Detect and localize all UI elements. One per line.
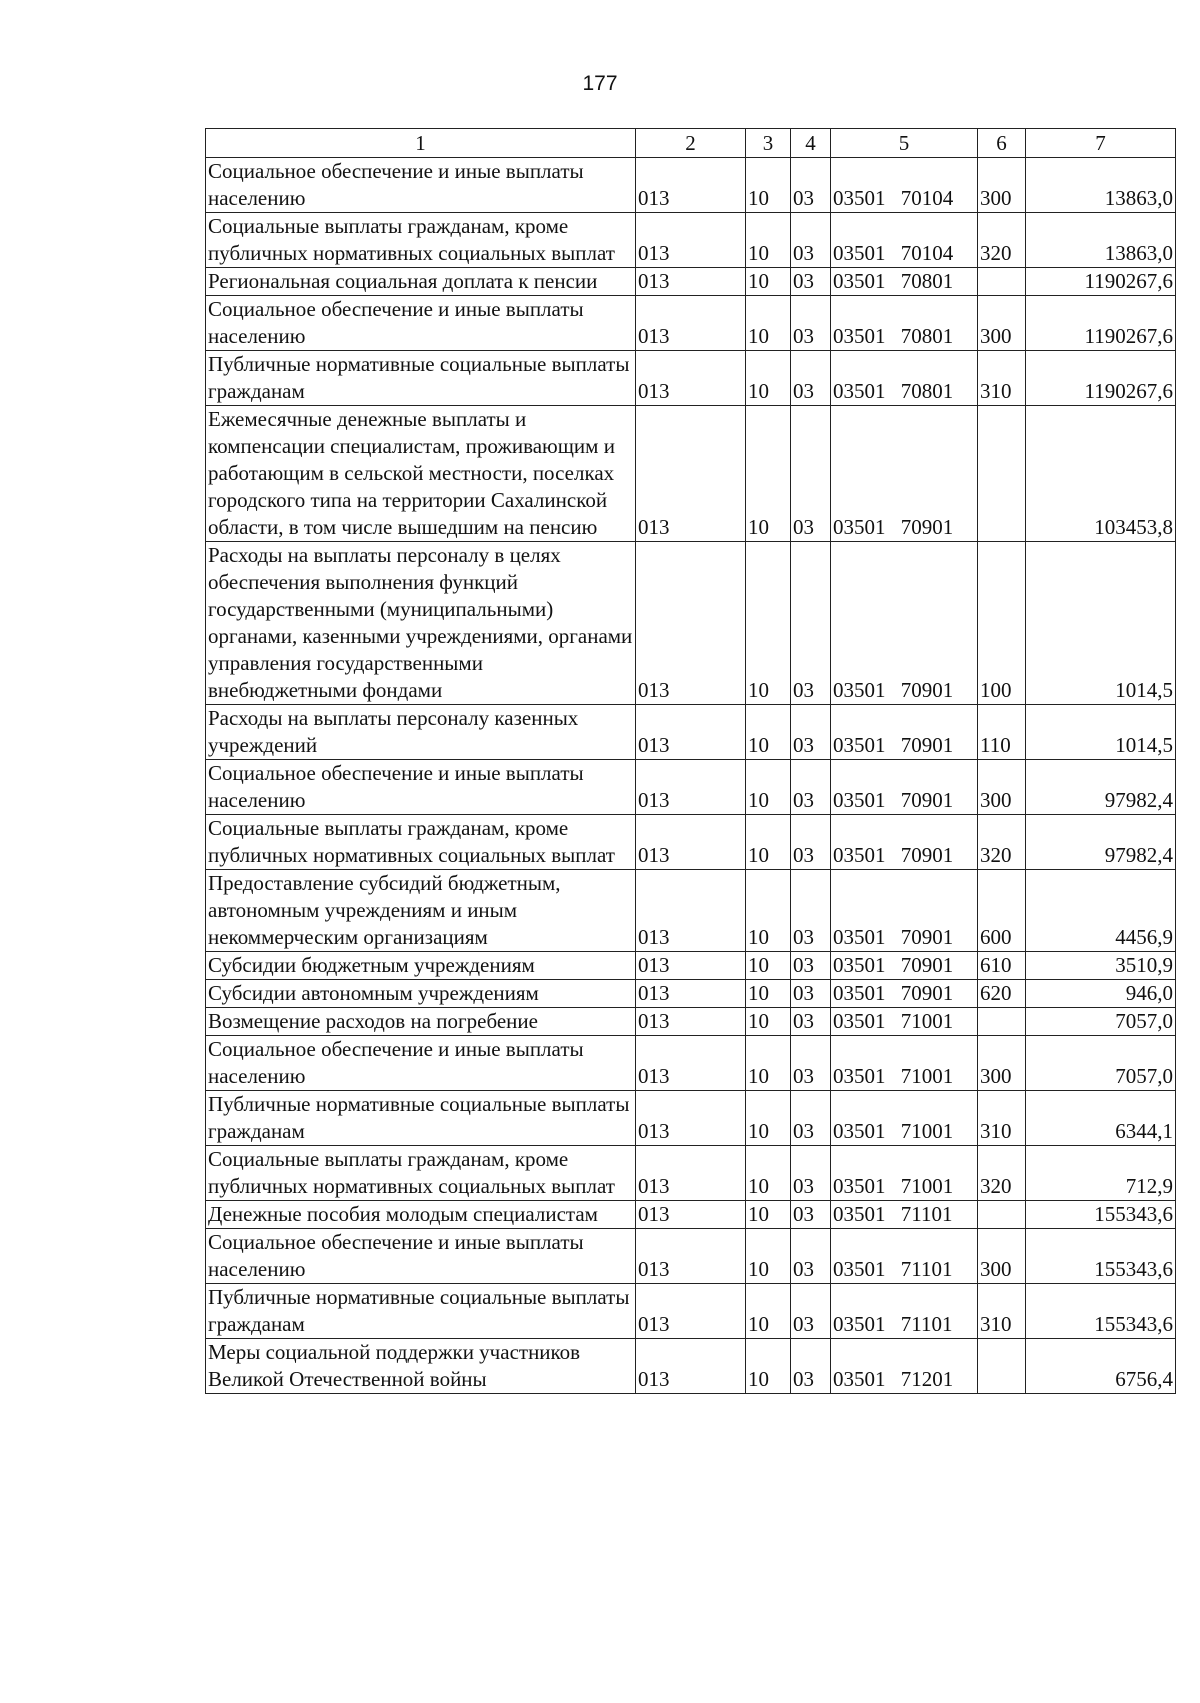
cell-amount: 103453,8 (1026, 406, 1176, 542)
cell-subsection: 03 (791, 296, 831, 351)
header-col-1: 1 (206, 129, 636, 158)
cell-subsection: 03 (791, 1146, 831, 1201)
cell-expense-type: 610 (978, 952, 1026, 980)
cell-subsection: 03 (791, 1091, 831, 1146)
cell-target-article: 03501 70901 (831, 815, 978, 870)
cell-section: 10 (746, 1284, 791, 1339)
cell-amount: 6756,4 (1026, 1339, 1176, 1394)
cell-amount: 1190267,6 (1026, 351, 1176, 406)
header-col-2: 2 (636, 129, 746, 158)
cell-description: Публичные нормативные социальные выплаты гражданам (206, 1284, 636, 1339)
cell-expense-type: 320 (978, 815, 1026, 870)
cell-target-article: 03501 71001 (831, 1036, 978, 1091)
table-row (206, 406, 1176, 542)
cell-amount: 1014,5 (1026, 542, 1176, 705)
table-row (206, 351, 1176, 406)
cell-description: Денежные пособия молодым специалистам (206, 1201, 636, 1229)
cell-ministry-code: 013 (636, 406, 746, 542)
cell-ministry-code: 013 (636, 760, 746, 815)
cell-expense-type: 300 (978, 760, 1026, 815)
cell-ministry-code: 013 (636, 1008, 746, 1036)
cell-expense-type: 310 (978, 1091, 1026, 1146)
cell-target-article: 03501 71001 (831, 1008, 978, 1036)
cell-amount: 13863,0 (1026, 158, 1176, 213)
cell-amount: 1014,5 (1026, 705, 1176, 760)
cell-ministry-code: 013 (636, 1201, 746, 1229)
table-row (206, 870, 1176, 952)
cell-target-article: 03501 70901 (831, 406, 978, 542)
cell-section: 10 (746, 952, 791, 980)
cell-description: Меры социальной поддержки участников Великой Отечественной войны (206, 1339, 636, 1394)
cell-description: Социальное обеспечение и иные выплаты населению (206, 158, 636, 213)
cell-subsection: 03 (791, 1201, 831, 1229)
cell-amount: 712,9 (1026, 1146, 1176, 1201)
cell-description: Социальное обеспечение и иные выплаты населению (206, 1229, 636, 1284)
cell-amount: 946,0 (1026, 980, 1176, 1008)
cell-target-article: 03501 71101 (831, 1201, 978, 1229)
cell-ministry-code: 013 (636, 268, 746, 296)
cell-description: Социальное обеспечение и иные выплаты населению (206, 760, 636, 815)
cell-target-article: 03501 70801 (831, 296, 978, 351)
cell-subsection: 03 (791, 1036, 831, 1091)
cell-ministry-code: 013 (636, 542, 746, 705)
cell-section: 10 (746, 705, 791, 760)
cell-expense-type: 320 (978, 1146, 1026, 1201)
cell-target-article: 03501 70901 (831, 980, 978, 1008)
cell-section: 10 (746, 542, 791, 705)
cell-section: 10 (746, 213, 791, 268)
cell-description: Публичные нормативные социальные выплаты гражданам (206, 351, 636, 406)
cell-expense-type: 100 (978, 542, 1026, 705)
table-row (206, 1036, 1176, 1091)
cell-description: Социальные выплаты гражданам, кроме публичных нормативных социальных выплат (206, 1146, 636, 1201)
cell-section: 10 (746, 1339, 791, 1394)
cell-section: 10 (746, 980, 791, 1008)
cell-section: 10 (746, 815, 791, 870)
cell-subsection: 03 (791, 406, 831, 542)
table-row (206, 1284, 1176, 1339)
cell-ministry-code: 013 (636, 980, 746, 1008)
cell-amount: 155343,6 (1026, 1229, 1176, 1284)
header-col-5: 5 (831, 129, 978, 158)
cell-section: 10 (746, 296, 791, 351)
cell-subsection: 03 (791, 815, 831, 870)
cell-target-article: 03501 70901 (831, 870, 978, 952)
cell-expense-type: 310 (978, 351, 1026, 406)
table-row (206, 1008, 1176, 1036)
cell-amount: 1190267,6 (1026, 268, 1176, 296)
cell-target-article: 03501 70104 (831, 158, 978, 213)
table-row (206, 213, 1176, 268)
cell-expense-type (978, 268, 1026, 296)
cell-ministry-code: 013 (636, 351, 746, 406)
cell-section: 10 (746, 268, 791, 296)
cell-expense-type: 310 (978, 1284, 1026, 1339)
cell-target-article: 03501 70104 (831, 213, 978, 268)
table-row (206, 268, 1176, 296)
cell-expense-type (978, 1339, 1026, 1394)
cell-amount: 155343,6 (1026, 1201, 1176, 1229)
cell-subsection: 03 (791, 705, 831, 760)
cell-expense-type: 300 (978, 1036, 1026, 1091)
table-body (206, 158, 1176, 1394)
cell-subsection: 03 (791, 980, 831, 1008)
header-col-4: 4 (791, 129, 831, 158)
cell-subsection: 03 (791, 268, 831, 296)
cell-section: 10 (746, 158, 791, 213)
header-col-3: 3 (746, 129, 791, 158)
table-row (206, 1339, 1176, 1394)
cell-description: Субсидии бюджетным учреждениям (206, 952, 636, 980)
header-row (206, 129, 1176, 158)
cell-ministry-code: 013 (636, 870, 746, 952)
cell-expense-type: 600 (978, 870, 1026, 952)
cell-subsection: 03 (791, 870, 831, 952)
cell-expense-type (978, 1201, 1026, 1229)
cell-expense-type: 300 (978, 296, 1026, 351)
cell-target-article: 03501 70801 (831, 268, 978, 296)
cell-target-article: 03501 71001 (831, 1091, 978, 1146)
table-row (206, 952, 1176, 980)
cell-section: 10 (746, 406, 791, 542)
cell-section: 10 (746, 1008, 791, 1036)
cell-ministry-code: 013 (636, 1339, 746, 1394)
cell-description: Субсидии автономным учреждениям (206, 980, 636, 1008)
cell-target-article: 03501 70901 (831, 705, 978, 760)
cell-ministry-code: 013 (636, 952, 746, 980)
table-row (206, 1229, 1176, 1284)
table-row (206, 705, 1176, 760)
table-row (206, 1091, 1176, 1146)
cell-subsection: 03 (791, 213, 831, 268)
cell-subsection: 03 (791, 760, 831, 815)
header-col-7: 7 (1026, 129, 1176, 158)
cell-description: Расходы на выплаты персоналу казенных учреждений (206, 705, 636, 760)
cell-section: 10 (746, 1229, 791, 1284)
cell-description: Социальные выплаты гражданам, кроме публичных нормативных социальных выплат (206, 815, 636, 870)
cell-target-article: 03501 71201 (831, 1339, 978, 1394)
cell-section: 10 (746, 870, 791, 952)
cell-description: Ежемесячные денежные выплаты и компенсации специалистам, проживающим и работающим в сельской местности, поселках городского типа на территории Сахалинской области, в том числе вышедшим на пенсию (206, 406, 636, 542)
cell-description: Социальные выплаты гражданам, кроме публичных нормативных социальных выплат (206, 213, 636, 268)
cell-description: Расходы на выплаты персоналу в целях обеспечения выполнения функций государственными (муниципальными) органами, казенными учреждениями, органами управления государственными внебюджетными фондами (206, 542, 636, 705)
table-row (206, 1146, 1176, 1201)
cell-ministry-code: 013 (636, 1229, 746, 1284)
cell-subsection: 03 (791, 542, 831, 705)
cell-subsection: 03 (791, 351, 831, 406)
cell-subsection: 03 (791, 1229, 831, 1284)
cell-expense-type: 300 (978, 158, 1026, 213)
cell-description: Публичные нормативные социальные выплаты гражданам (206, 1091, 636, 1146)
cell-ministry-code: 013 (636, 815, 746, 870)
cell-target-article: 03501 70901 (831, 542, 978, 705)
cell-amount: 97982,4 (1026, 815, 1176, 870)
header-col-6: 6 (978, 129, 1026, 158)
cell-target-article: 03501 70901 (831, 760, 978, 815)
cell-subsection: 03 (791, 952, 831, 980)
budget-table (205, 128, 1176, 1394)
cell-target-article: 03501 70801 (831, 351, 978, 406)
cell-ministry-code: 013 (636, 213, 746, 268)
cell-description: Социальное обеспечение и иные выплаты населению (206, 1036, 636, 1091)
cell-expense-type (978, 1008, 1026, 1036)
table-row (206, 296, 1176, 351)
cell-expense-type: 320 (978, 213, 1026, 268)
cell-subsection: 03 (791, 1008, 831, 1036)
cell-section: 10 (746, 351, 791, 406)
cell-target-article: 03501 71101 (831, 1284, 978, 1339)
table-row (206, 158, 1176, 213)
cell-ministry-code: 013 (636, 1146, 746, 1201)
cell-section: 10 (746, 1036, 791, 1091)
cell-expense-type: 620 (978, 980, 1026, 1008)
cell-section: 10 (746, 1091, 791, 1146)
cell-ministry-code: 013 (636, 296, 746, 351)
cell-target-article: 03501 70901 (831, 952, 978, 980)
cell-subsection: 03 (791, 1339, 831, 1394)
cell-amount: 97982,4 (1026, 760, 1176, 815)
cell-subsection: 03 (791, 158, 831, 213)
table-row (206, 980, 1176, 1008)
cell-description: Возмещение расходов на погребение (206, 1008, 636, 1036)
cell-expense-type: 300 (978, 1229, 1026, 1284)
cell-target-article: 03501 71001 (831, 1146, 978, 1201)
cell-expense-type (978, 406, 1026, 542)
cell-ministry-code: 013 (636, 1284, 746, 1339)
cell-amount: 13863,0 (1026, 213, 1176, 268)
cell-amount: 3510,9 (1026, 952, 1176, 980)
cell-amount: 6344,1 (1026, 1091, 1176, 1146)
table-row (206, 760, 1176, 815)
cell-description: Предоставление субсидий бюджетным, автономным учреждениям и иным некоммерческим организациям (206, 870, 636, 952)
page-number: 177 (582, 72, 618, 95)
cell-section: 10 (746, 760, 791, 815)
table-row (206, 1201, 1176, 1229)
cell-amount: 7057,0 (1026, 1008, 1176, 1036)
cell-ministry-code: 013 (636, 1091, 746, 1146)
table-row (206, 542, 1176, 705)
cell-description: Региональная социальная доплата к пенсии (206, 268, 636, 296)
cell-ministry-code: 013 (636, 158, 746, 213)
cell-section: 10 (746, 1201, 791, 1229)
cell-ministry-code: 013 (636, 1036, 746, 1091)
cell-amount: 1190267,6 (1026, 296, 1176, 351)
cell-expense-type: 110 (978, 705, 1026, 760)
table-row (206, 815, 1176, 870)
cell-description: Социальное обеспечение и иные выплаты населению (206, 296, 636, 351)
cell-ministry-code: 013 (636, 705, 746, 760)
cell-target-article: 03501 71101 (831, 1229, 978, 1284)
cell-subsection: 03 (791, 1284, 831, 1339)
cell-amount: 7057,0 (1026, 1036, 1176, 1091)
cell-amount: 155343,6 (1026, 1284, 1176, 1339)
cell-amount: 4456,9 (1026, 870, 1176, 952)
cell-section: 10 (746, 1146, 791, 1201)
